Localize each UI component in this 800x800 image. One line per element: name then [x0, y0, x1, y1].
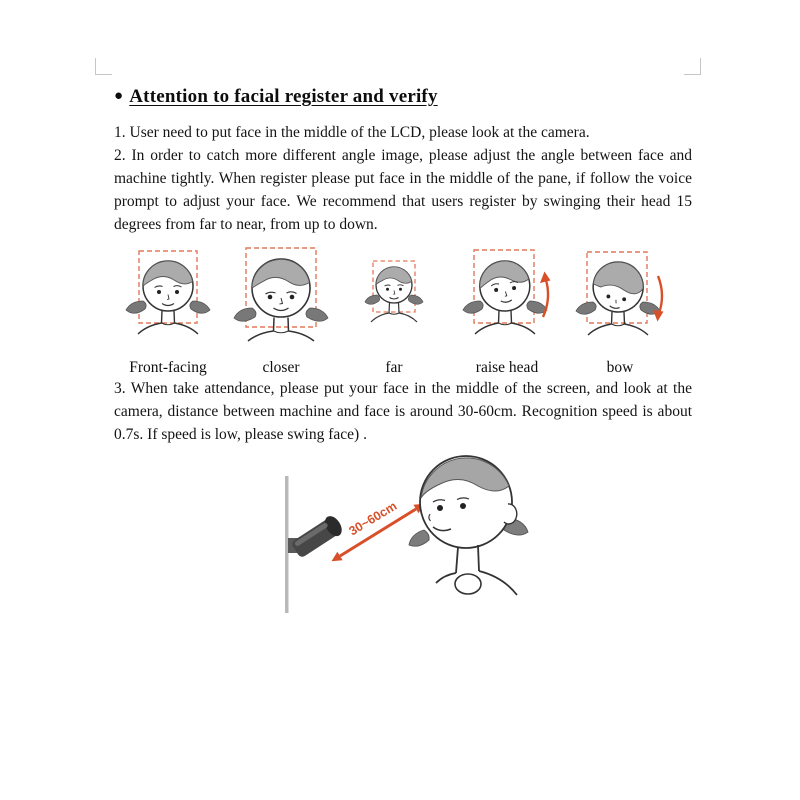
page-corner-mark-left: [95, 58, 112, 75]
pose-raise-head: [455, 246, 559, 377]
paragraph-3: 3. When take attendance, please put your face in the middle of the screen, and look at the camera, distance between machine and face is around 30-60cm. Recognition speed is about 0.7s. If speed is low, please swing face) .: [114, 380, 692, 443]
face-front-illustration: [118, 246, 218, 358]
distance-illustration: [272, 446, 542, 629]
title-text: Attention to facial register and verify: [129, 86, 438, 107]
title-bullet-icon: ●: [114, 88, 124, 104]
pose-label-closer: closer: [262, 359, 300, 376]
pose-front-facing: [116, 246, 220, 377]
pose-label-raise-head: raise head: [475, 359, 539, 376]
pose-illustration-row: [116, 246, 672, 377]
pose-closer: [229, 246, 333, 377]
distance-label: 30~60cm: [346, 498, 400, 539]
bow-arrow-icon: [653, 276, 664, 322]
pose-bow: [568, 246, 672, 377]
pose-label-far: far: [385, 359, 403, 376]
pose-label-front-facing: Front-facing: [129, 359, 207, 376]
paragraph-2: 2. In order to catch more different angle image, please adjust the angle between face and machine tightly. When register please put face in the middle of the pane, if follow the voice prompt to adjust your face. We recommend that users register by swinging their head 15 degrees from far to near, from up to down.: [114, 147, 692, 233]
face-bow-illustration: [570, 246, 670, 358]
person-illustration: [409, 456, 528, 595]
pose-label-bow: bow: [606, 359, 634, 376]
face-raise-head-illustration: [457, 246, 557, 358]
face-closer-illustration: [231, 246, 331, 358]
face-far-illustration: [344, 246, 444, 358]
pose-far: [342, 246, 446, 377]
page-corner-mark-right: [684, 58, 701, 75]
page-title: [114, 86, 438, 108]
wall-line: [285, 476, 289, 613]
paragraph-1: 1. User need to put face in the middle of the LCD, please look at the camera.: [114, 124, 590, 141]
camera-device-icon: [288, 513, 345, 560]
